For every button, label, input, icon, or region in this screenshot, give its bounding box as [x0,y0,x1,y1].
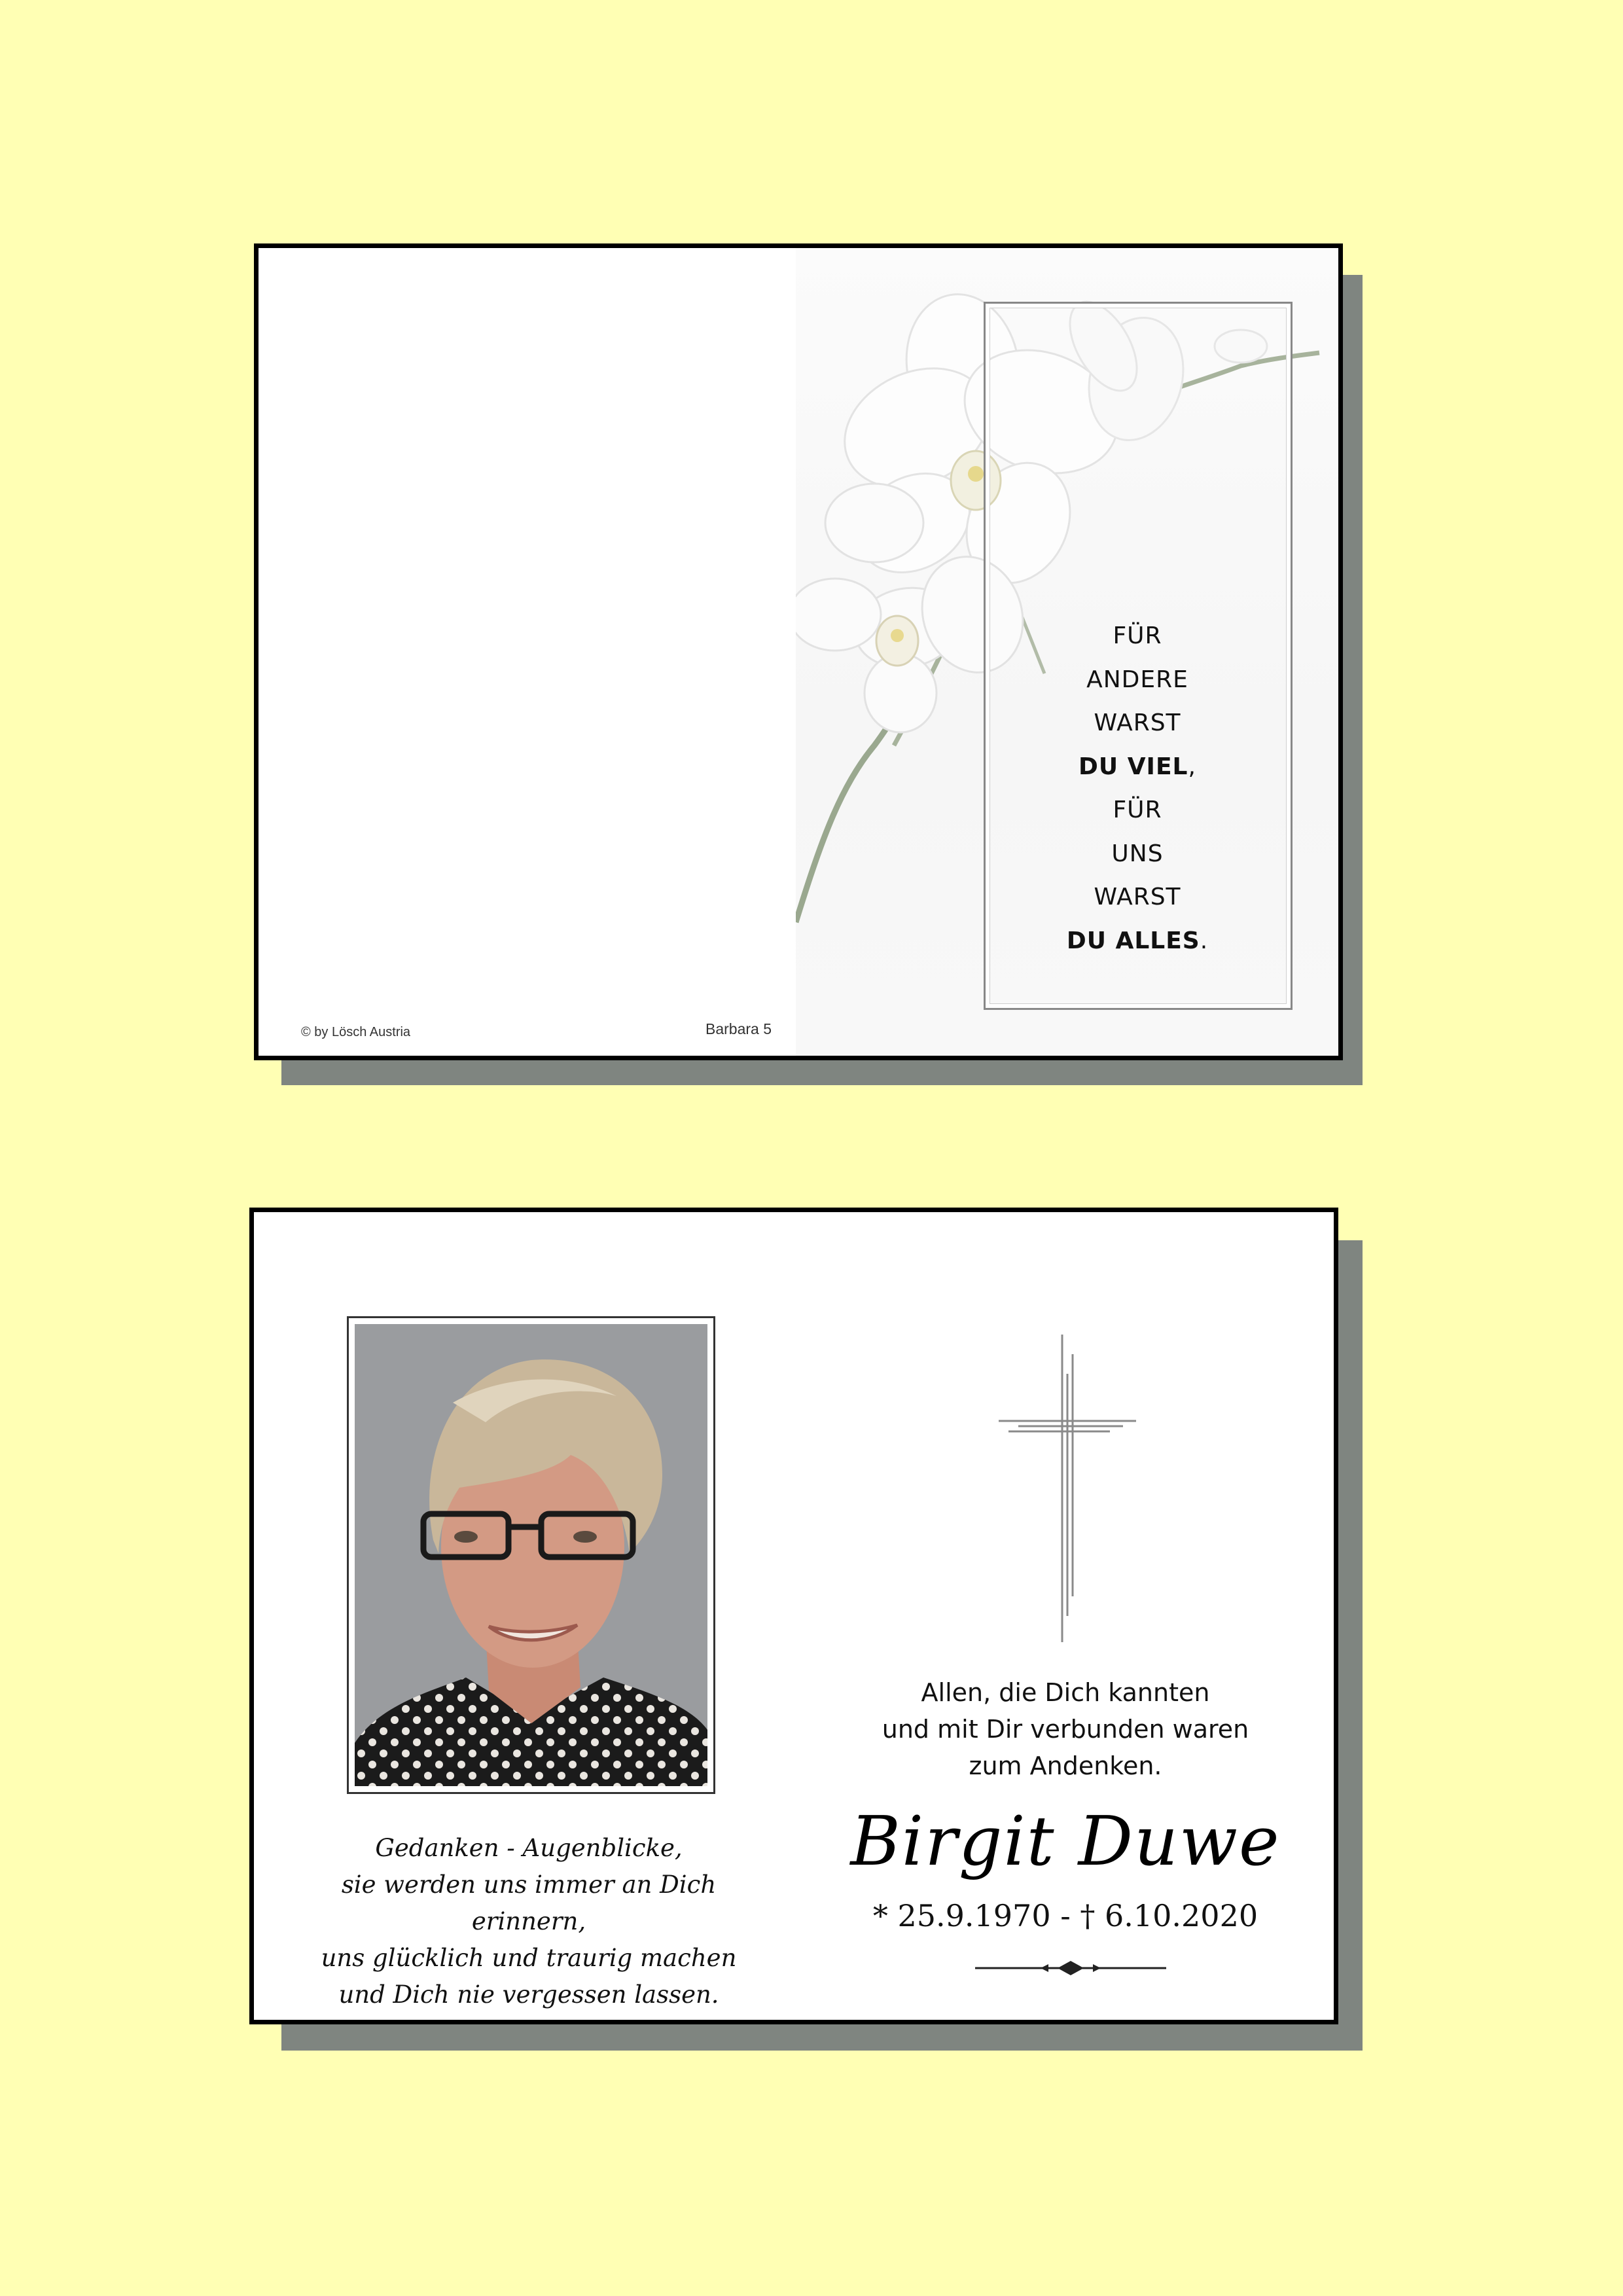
dedication-line: Allen, die Dich kannten [921,1678,1210,1707]
life-dates: * 25.9.1970 - † 6.10.2020 [872,1898,1258,1933]
poem-line: und Dich nie vergessen lassen. [338,1981,719,2009]
deceased-name: Birgit Duwe [850,1801,1281,1881]
dedication-line: und mit Dir verbunden waren [882,1715,1249,1744]
portrait-photo [355,1324,707,1786]
poem-line: uns glücklich und traurig machen [321,1944,737,1972]
quote-line: WARST [1094,709,1181,736]
copyright-note: © by Lösch Austria [301,1025,411,1039]
design-code: Barbara 5 [705,1020,772,1037]
quote-line: UNS [1111,840,1164,867]
ornament-divider [975,1960,1166,1977]
quote-line: FÜR [1113,622,1162,649]
dedication [863,1674,1268,1784]
cross-icon [999,1335,1136,1642]
dedication-line: zum Andenken. [969,1751,1162,1780]
quote-line: ANDERE [1086,666,1188,693]
quote-text [1007,615,1268,963]
portrait-frame [347,1316,715,1794]
quote-line: FÜR [1113,797,1162,823]
card-inside [249,1208,1338,2024]
card-outside [254,243,1343,1060]
poem-line: Gedanken - Augenblicke, [375,1834,683,1862]
poem [293,1830,764,2013]
quote-line: DU ALLES. [1066,927,1209,954]
quote-line: WARST [1094,884,1181,910]
poem-line: sie werden uns immer an Dich erinnern, [341,1871,717,1935]
quote-line: DU VIEL, [1079,753,1196,780]
